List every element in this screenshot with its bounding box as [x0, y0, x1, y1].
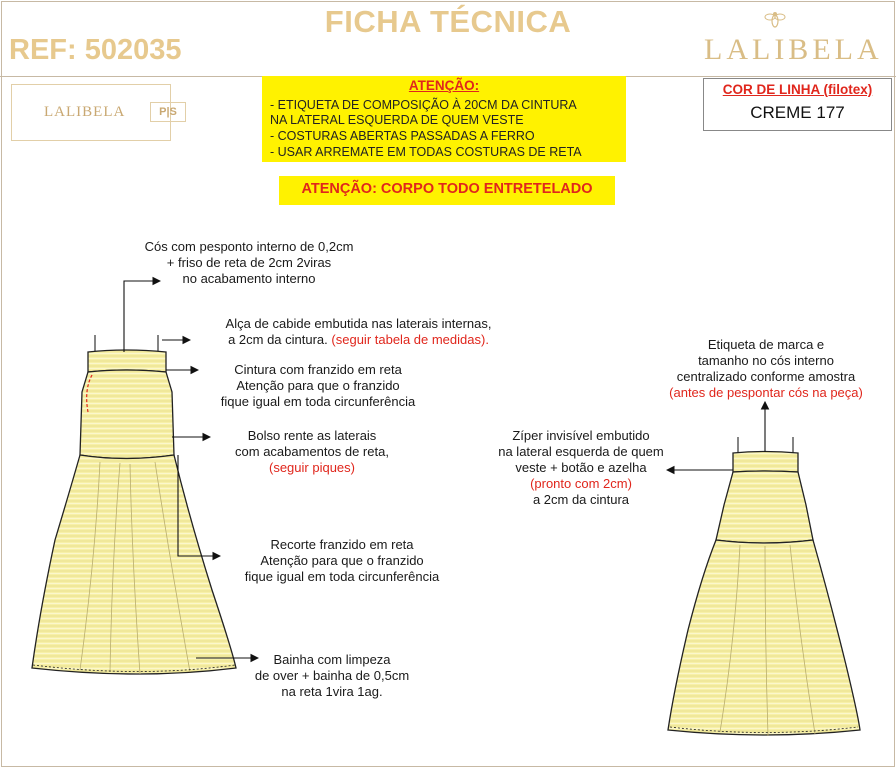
- brand-label-note: Etiqueta de marca e tamanho no cós interno centralizado conforme amostra (antes de pespontar cós na peça): [669, 337, 863, 400]
- back-flounce: [668, 540, 860, 735]
- brand-logo: LALIBELA: [704, 33, 883, 66]
- front-yoke: [80, 370, 174, 459]
- thread-color-heading: COR DE LINHA (filotex): [722, 82, 873, 97]
- back-skirt-drawing: [668, 437, 860, 736]
- attention-line: - COSTURAS ABERTAS PASSADAS A FERRO: [270, 129, 535, 143]
- size-tag: P|S: [150, 102, 186, 122]
- front-flounce: [32, 455, 236, 674]
- waistband-note: Cós com pesponto interno de 0,2cm + friso de reta de 2cm 2viras no acabamento interno: [144, 239, 354, 286]
- thread-color-value: CREME 177: [750, 103, 845, 122]
- waist-gather-note: Cintura com franzido em reta Atenção para que o franzido fique igual em toda circunferência: [220, 362, 416, 409]
- attention-heading: ATENÇÃO:: [408, 78, 480, 93]
- page-title: FICHA TÉCNICA: [324, 4, 572, 39]
- attention-line: - USAR ARREMATE EM TODAS COSTURAS DE RETA: [270, 145, 582, 159]
- attention-line: NA LATERAL ESQUERDA DE QUEM VESTE: [270, 113, 524, 127]
- back-waistband: [733, 452, 798, 473]
- zipper-note: Zíper invisível embutido na lateral esquerda de quem veste + botão e azelha (pronto com 2cm) a 2cm da cintura: [498, 428, 664, 507]
- hanger-loop-note: Alça de cabide embutida nas laterais internas, a 2cm da cintura. (seguir tabela de medidas).: [225, 316, 492, 347]
- seam-gather-note: Recorte franzido em reta Atenção para que o franzido fique igual em toda circunferência: [244, 537, 440, 584]
- label-brand-text: LALIBELA: [44, 104, 126, 120]
- back-yoke: [716, 471, 813, 543]
- pocket-note: Bolso rente as laterais com acabamentos de reta, (seguir piques): [235, 428, 389, 475]
- hem-note: Bainha com limpeza de over + bainha de 0,5cm na reta 1vira 1ag.: [254, 652, 410, 699]
- body-interfacing-text: ATENÇÃO: CORPO TODO ENTRETELADO: [301, 181, 593, 197]
- attention-line: - ETIQUETA DE COMPOSIÇÃO À 20CM DA CINTURA: [270, 98, 577, 112]
- reference-code: REF: 502035: [9, 34, 182, 66]
- front-waistband: [88, 350, 166, 372]
